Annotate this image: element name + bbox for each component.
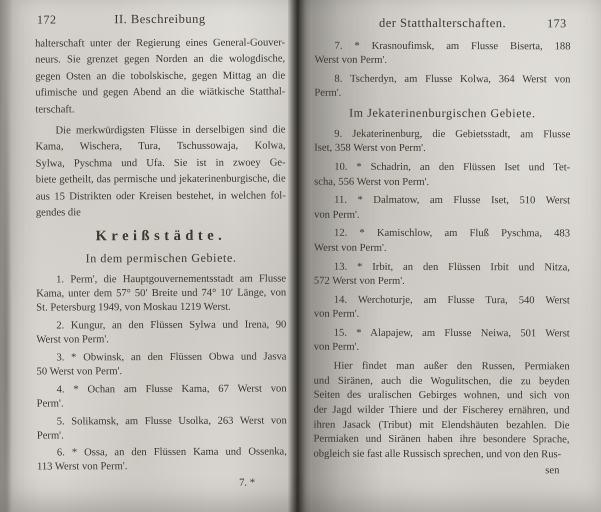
- text-line: 4. * Ochan am Flusse Kama, 67 Werst von: [56, 383, 287, 396]
- page-edge-left: [0, 0, 12, 512]
- right-page-number: 173: [547, 16, 567, 31]
- text-line: und Siränen, auch die Wogulitschen, die zu beyden: [313, 375, 570, 387]
- text-line: halterschaft unter der Regierung eines General-Gouver-: [35, 37, 286, 50]
- text-line: von Perm'.: [313, 308, 360, 320]
- text-line: 3. * Obwinsk, an den Flüssen Obwa und Jasva: [56, 351, 287, 364]
- right-running-title: der Statthalterschaften.: [378, 15, 507, 31]
- text-line: gendes die: [35, 207, 81, 219]
- entry-schadrin: [314, 161, 570, 190]
- text-line: Werst von Perm'.: [36, 334, 109, 346]
- text-line: Kama, Wischera, Tura, Tschussowaja, Kolwa,: [35, 140, 286, 153]
- text-line: Werst von Perm'.: [314, 54, 388, 67]
- text-line: 13. * Irbit, an den Flüssen Irbit und Nitza,: [333, 261, 570, 273]
- text-line: 14. Werchoturje, am Flusse Tura, 540 Werst: [333, 294, 570, 306]
- text-line: Perm'.: [314, 88, 342, 100]
- text-line: Perm'.: [36, 398, 64, 410]
- text-line: von Perm'.: [313, 341, 360, 353]
- entry-kungur: [36, 319, 286, 348]
- section-heading-jekaterinenburg-gebiet: Im Jekaterinenburgischen Gebiete.: [349, 105, 536, 121]
- text-line: 9. Jekaterinenburg, die Gebietsstadt, am Flusse: [334, 128, 571, 141]
- text-line: Kama, unter dem 57° 50′ Breite und 74° 10′ Länge, von: [36, 287, 287, 300]
- right-page: [312, 0, 601, 512]
- text-line: biete getheilt, das permische und jekaterinenburgische, die: [35, 173, 286, 186]
- right-running-head: [315, 16, 571, 37]
- entry-kamischlow: [314, 227, 570, 256]
- text-line: neurs. Sie grenzet gegen Norden an die wologdische,: [35, 53, 286, 66]
- text-line: obgleich sie fast alle Russisch sprechen, und von den Rus-: [313, 448, 562, 461]
- paragraph-peoples: [313, 360, 569, 464]
- text-line: scha, 556 Werst von Perm'.: [314, 176, 430, 188]
- text-line: 5. Solikamsk, am Flusse Usolka, 263 Werst von: [56, 415, 287, 428]
- text-line: 1. Perm', die Hauptgouvernementsstadt am Flusse: [56, 273, 287, 286]
- entry-werchoturje: [314, 293, 570, 322]
- text-line: Hier findet man außer den Russen, Permiaken: [333, 360, 570, 373]
- entry-perm: [36, 273, 286, 316]
- text-line: 2. Kungur, an den Flüssen Sylwa und Irena, 90: [56, 319, 287, 332]
- left-running-head: [35, 11, 285, 32]
- text-line: 6. * Ossa, an den Flüssen Kama und Ossenka,: [56, 446, 287, 459]
- paragraph-continuation: [35, 35, 285, 118]
- entry-jekaterinenburg: [314, 128, 570, 157]
- text-line: 7. * Krasnoufimsk, am Flusse Biserta, 188: [334, 40, 571, 53]
- text-line: Permiaken und Siränen haben ihre besondere Sprache,: [313, 434, 570, 446]
- entry-ochan: [37, 382, 287, 411]
- sub-heading-permisches-gebiet: In dem permischen Gebiete.: [85, 251, 237, 266]
- text-line: 50 Werst von Perm'.: [36, 366, 123, 378]
- text-line: der Jagd wilder Thiere und der Fischerey ernähren, und: [313, 404, 570, 417]
- text-line: Iset, 358 Werst von Perm'.: [314, 143, 426, 155]
- left-running-title: II. Beschreibung: [114, 11, 206, 27]
- text-line: Werst von Perm'.: [313, 242, 387, 254]
- text-line: St. Petersburg 1949, von Moskau 1219 Werst.: [36, 301, 231, 314]
- text-line: Die merkwürdigsten Flüsse in derselbigen sind die: [55, 124, 286, 137]
- entry-irbit: [314, 260, 570, 289]
- text-line: ufimische und gegen Abend an die wiätkische Statthal-: [35, 86, 286, 99]
- entry-dalmatow: [314, 194, 570, 223]
- entry-krasnoufimsk: [314, 40, 570, 69]
- left-catchword: 7. *: [239, 477, 256, 489]
- text-line: aus 15 Distrikten oder Kreisen bestehet, in welchen fol-: [35, 190, 286, 203]
- text-line: Seiten des uralischen Gebirges wohnen, und sich von: [313, 389, 570, 402]
- text-line: 572 Werst von Perm'.: [313, 275, 405, 287]
- entry-tscherdyn: [314, 73, 570, 102]
- book-gutter: [288, 0, 312, 512]
- text-line: von Perm'.: [314, 209, 360, 221]
- text-line: 10. * Schadrin, an den Flüssen Iset und Tet-: [334, 161, 571, 174]
- right-catchword: sen: [545, 465, 560, 477]
- left-page: [12, 0, 288, 512]
- left-page-number: 172: [36, 12, 57, 27]
- text-line: terschaft.: [35, 104, 75, 116]
- text-line: 11. * Dalmatow, am Flusse Iset, 510 Werst: [334, 195, 571, 207]
- text-line: Perm'.: [36, 429, 64, 442]
- left-page-text-block: [35, 11, 287, 489]
- entry-alapajew: [314, 326, 570, 355]
- section-heading-kreisstaedte: Kreißstädte.: [95, 228, 227, 245]
- text-line: ihren Jasack (Tribut) mit Elendshäuten bezahlen. Die: [313, 419, 570, 431]
- text-line: gegen Osten an die tobolskische, gegen Mittag an die: [35, 70, 286, 83]
- entry-solikamsk: [37, 414, 287, 443]
- text-line: 113 Werst von Perm'.: [36, 461, 128, 473]
- text-line: 15. * Alapajew, am Flusse Neiwa, 501 Werst: [333, 327, 570, 340]
- entry-obwinsk: [36, 350, 286, 379]
- text-line: 12. * Kamischlow, am Fluß Pyschma, 483: [334, 228, 571, 240]
- right-page-text-block: [313, 16, 570, 476]
- paragraph-rivers: [35, 122, 285, 222]
- text-line: Sylwa, Pyschma und Ufa. Sie ist in zwoey Ge-: [35, 157, 286, 170]
- text-line: 8. Tscherdyn, am Flusse Kolwa, 364 Werst von: [334, 73, 571, 86]
- entry-ossa: [37, 446, 287, 475]
